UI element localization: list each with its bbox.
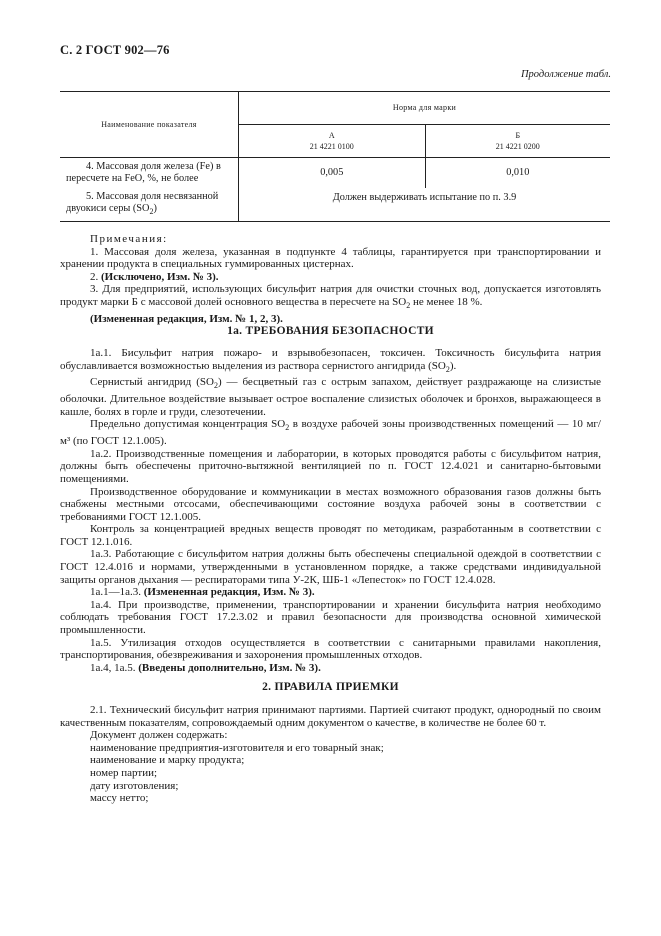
para-so2: Сернистый ангидрид $(SO_2)$ — бесцветный газ с острым запахом, действует раздражающе на слизистые оболочки. Длительное воздействие вызывает острое воспаление слизистых оболочек и бронхов, выражающееся в кашле, болях в горле и груди, слезотечении. <box>60 376 601 418</box>
row-4-name: 4. Массовая доля железа (Fe) в пересчете на FeO, %, не более <box>60 158 239 189</box>
para-2-1: 2.1. Технический бисульфит натрия принимают партиями. Партией считают продукт, однородный по своим качественным показателям, сопровождаемый одним документом о качестве, в количестве не более 60 т. <box>60 704 601 729</box>
para-edit-1a: 1а.1—1а.3. (Измененная редакция, Изм. № 3). <box>90 586 315 599</box>
para-1a-3: 1а.3. Работающие с бисульфитом натрия должны быть обеспечены специальной одеждой в соответствии с ГОСТ 12.4.016 и нормами, утвержденными в установленном порядке, а также средствами индивидуальной защиты органов дыхания — респираторами типа У-2К, ШБ-1 «Лепесток» по ГОСТ 12.4.028. <box>60 548 601 586</box>
para-pdk: Предельно допустимая концентрация $SO_2$ в воздухе рабочей зоны производственных помещений — 10 мг/м³ (по ГОСТ 12.1.005). <box>60 418 601 448</box>
notes-block <box>60 233 601 325</box>
table-row <box>60 188 610 222</box>
section-1a-title: 1а. ТРЕБОВАНИЯ БЕЗОПАСНОСТИ <box>227 325 434 337</box>
notes-edit: (Измененная редакция, Изм. № 1, 2, 3). <box>90 312 283 325</box>
para-1a-2: 1а.2. Производственные помещения и лаборатории, в которых проводятся работы с бисульфитом натрия, должны быть обеспечены приточно-вытяжной вентиляцией по п. ГОСТ 12.4.021 и санитарно-бытовыми помещениями. <box>60 447 601 485</box>
table-row <box>60 158 610 189</box>
notes-heading: Примечания: <box>90 233 168 245</box>
list-item: массу нетто; <box>90 792 149 805</box>
mark-a-code: 21 4221 0100 <box>309 142 354 151</box>
table-continuation-note: Продолжение табл. <box>520 69 611 80</box>
para-control: Контроль за концентрацией вредных веществ проводят по методикам, разработанным в соответствии с ГОСТ 12.1.016. <box>60 523 601 548</box>
para-1a-4: 1а.4. При производстве, применении, транспортировании и хранении бисульфита натрия необходимо соблюдать требования ГОСТ 17.2.3.02 и правил безопасности для производства основной химической промышленности. <box>60 598 601 637</box>
para-1a-1: 1а.1. Бисульфит натрия пожаро- и взрывобезопасен, токсичен. Токсичность бисульфита натрия обуславливается возможностью выделения из раствора сернистого ангидрида $(SO_2)$. <box>60 347 601 374</box>
row-4-value-b: 0,010 <box>506 167 530 178</box>
section-2-body <box>60 704 601 805</box>
note-1: 1. Массовая доля железа, указанная в подпункте 4 таблицы, гарантируется при транспортировании и хранении продукта в специальных гуммированных цистернах. <box>60 245 601 271</box>
row-5-value: Должен выдерживать испытание по п. 3.9 <box>239 188 611 222</box>
page-header: С. 2 ГОСТ 902—76 <box>60 43 170 57</box>
column-header-name: Наименование показателя <box>60 92 239 158</box>
para-added-1a: 1а.4, 1а.5. (Введены дополнительно, Изм. № 3). <box>90 661 321 674</box>
section-1a-body <box>60 347 601 674</box>
mark-a-label: А <box>328 131 335 140</box>
list-item: наименование предприятия-изготовителя и его товарный знак; <box>90 741 384 754</box>
row-4-value-a: 0,005 <box>239 158 426 189</box>
para-1a-5: 1а.5. Утилизация отходов осуществляется в соответствии с санитарными правилами накопления, транспортирования, обезвреживания и захоронения промышленных отходов. <box>60 636 601 662</box>
mark-b-code: 21 4221 0200 <box>495 142 540 151</box>
norms-table <box>60 91 610 222</box>
mark-b-label: Б <box>515 131 521 140</box>
section-2-title: 2. ПРАВИЛА ПРИЕМКИ <box>262 681 399 693</box>
list-item: дату изготовления; <box>90 779 179 792</box>
list-item: номер партии; <box>90 766 158 779</box>
mark-b-header <box>425 125 610 158</box>
column-header-norm: Норма для марки <box>239 92 611 125</box>
note-3: 3. Для предприятий, использующих бисульфит натрия для очистки сточных вод, допускается изготовлять продукт марки Б с массовой долей основного вещества в пересчете на $SO_2$ не менее 18 %. <box>60 283 601 311</box>
para-document: Документ должен содержать: <box>90 729 228 742</box>
mark-a-header <box>239 125 426 158</box>
list-item: наименование и марку продукта; <box>90 754 245 767</box>
row-5-name: 5. Массовая доля несвязанной двуокиси серы $(SO_2)$ <box>60 188 239 222</box>
para-equipment: Производственное оборудование и коммуникации в местах возможного образования газов должны быть снабжены местными отсосами, обеспечивающими состояние воздуха рабочей зоны в соответствии с требованиями ГОСТ 12.1.005. <box>60 485 601 523</box>
note-2: 2. (Исключено, Изм. № 3). <box>90 270 219 283</box>
